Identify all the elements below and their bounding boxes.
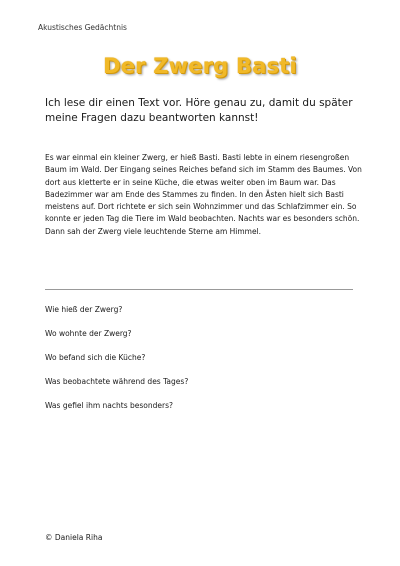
header-label: Akustisches Gedächtnis <box>38 23 127 32</box>
divider <box>45 289 353 290</box>
question-item: Wo befand sich die Küche? <box>45 353 146 362</box>
intro-text: Ich lese dir einen Text vor. Höre genau zu, damit du später meine Fragen dazu beantworten kannst! <box>45 97 353 124</box>
page-title: Der Zwerg Basti <box>103 54 297 78</box>
question-list <box>45 304 365 424</box>
question-item: Wie hieß der Zwerg? <box>45 305 123 314</box>
question-item: Was gefiel ihm nachts besonders? <box>45 401 173 410</box>
story-text: Es war einmal ein kleiner Zwerg, er hieß Basti. Basti lebte in einem riesengroßen Baum im Wald. Der Eingang seines Reiches befand sich im Stamm des Baumes. Von dort aus kletterte er in seine Küche, die etwas weiter oben im Baum war. Das Badezimmer war am Ende des Stammes zu finden. In den Ästen hielt sich Basti meistens auf. Dort richtete er sich sein Wohnzimmer und das Schlafzimmer ein. So konnte er jeden Tag die Tiere im Wald beobachten. Nachts war es besonders schön. Dann sah der Zwerg viele leuchtende Sterne am Himmel. <box>45 153 362 236</box>
question-item: Was beobachtete während des Tages? <box>45 377 189 386</box>
copyright-footer: © Daniela Riha <box>45 533 103 542</box>
question-item: Wo wohnte der Zwerg? <box>45 329 132 338</box>
